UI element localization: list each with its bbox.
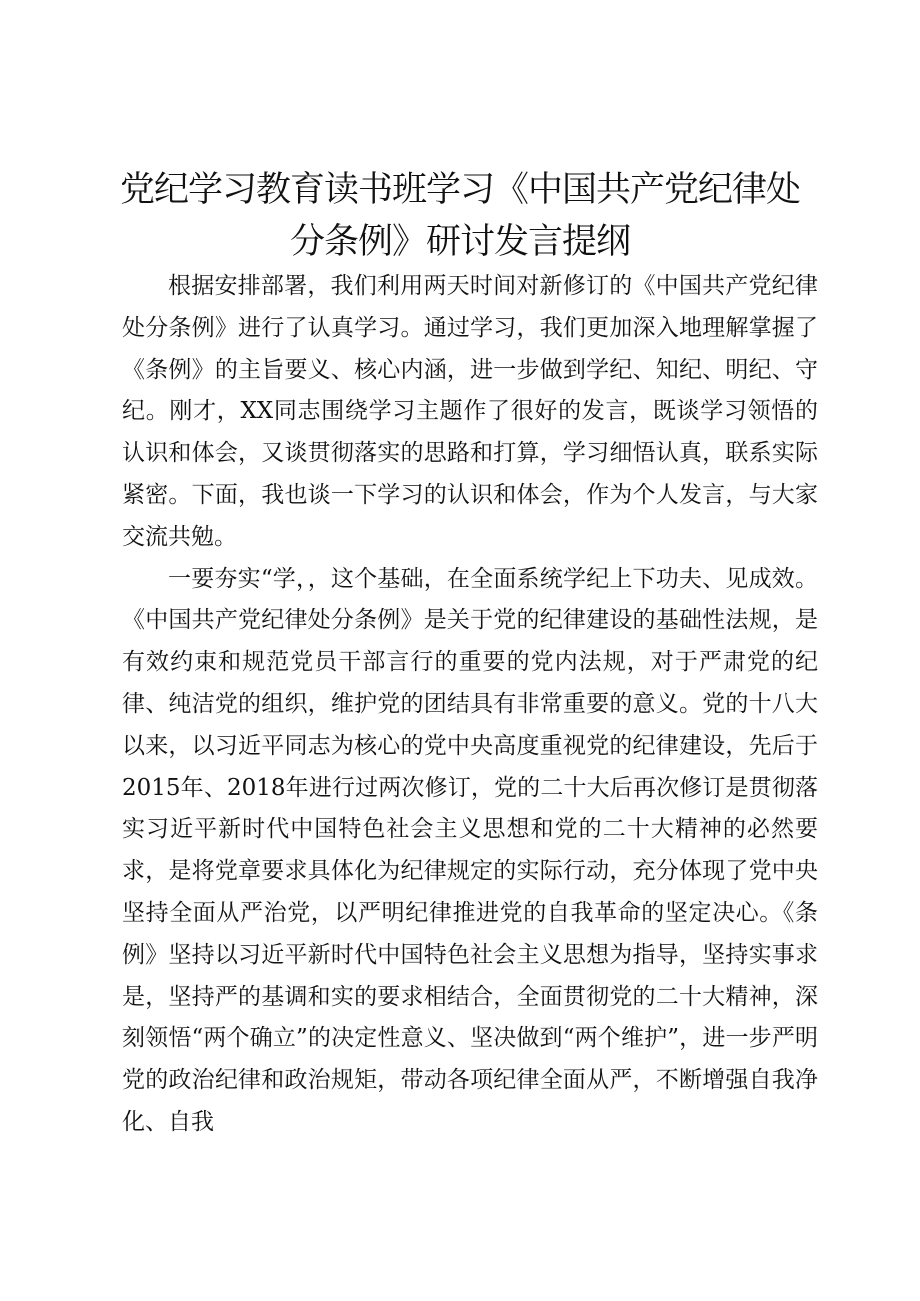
document-title — [110, 164, 810, 268]
title-line-1: 党纪学习教育读书班学习《中国共产党纪律处 — [119, 170, 800, 210]
paragraph-study: 一要夯实“学，，这个基础，在全面系统学纪上下功夫、见成效。《中国共产党纪律处分条例》是关于党的纪律建设的基础性法规，是有效约束和规范党员干部言行的重要的党内法规，对于严肃党的纪律、纯洁党的组织，维护党的团结具有非常重要的意义。党的十八大以来，以习近平同志为核心的党中央高度重视党的纪律建设，先后于2015年、2018年进行过两次修订，党的二十大后再次修订是贯彻落实习近平新时代中国特色社会主义思想和党的二十大精神的必然要求，是将党章要求具体化为纪律规定的实际行动，充分体现了党中央坚持全面从严治党，以严明纪律推进党的自我革命的坚定决心。《条例》坚持以习近平新时代中国特色社会主义思想为指导，坚持实事求是，坚持严的基调和实的要求相结合，全面贯彻党的二十大精神，深刻领悟“两个确立”的决定性意义、坚决做到“两个维护”，进一步严明党的政治纪律和政治规矩，带动各项纪律全面从严，不断增强自我净化、自我 — [122, 565, 818, 1135]
document-body — [122, 266, 818, 1144]
paragraph-intro: 根据安排部署，我们利用两天时间对新修订的《中国共产党纪律处分条例》进行了认真学习。通过学习，我们更加深入地理解掌握了《条例》的主旨要义、核心内涵，进一步做到学纪、知纪、明纪、守纪。刚才，XX同志围绕学习主题作了很好的发言，既谈学习领悟的认识和体会，又谈贯彻落实的思路和打算，学习细悟认真，联系实际紧密。下面，我也谈一下学习的认识和体会，作为个人发言，与大家交流共勉。 — [122, 273, 818, 550]
title-line-2: 分条例》研讨发言提纲 — [289, 222, 630, 262]
